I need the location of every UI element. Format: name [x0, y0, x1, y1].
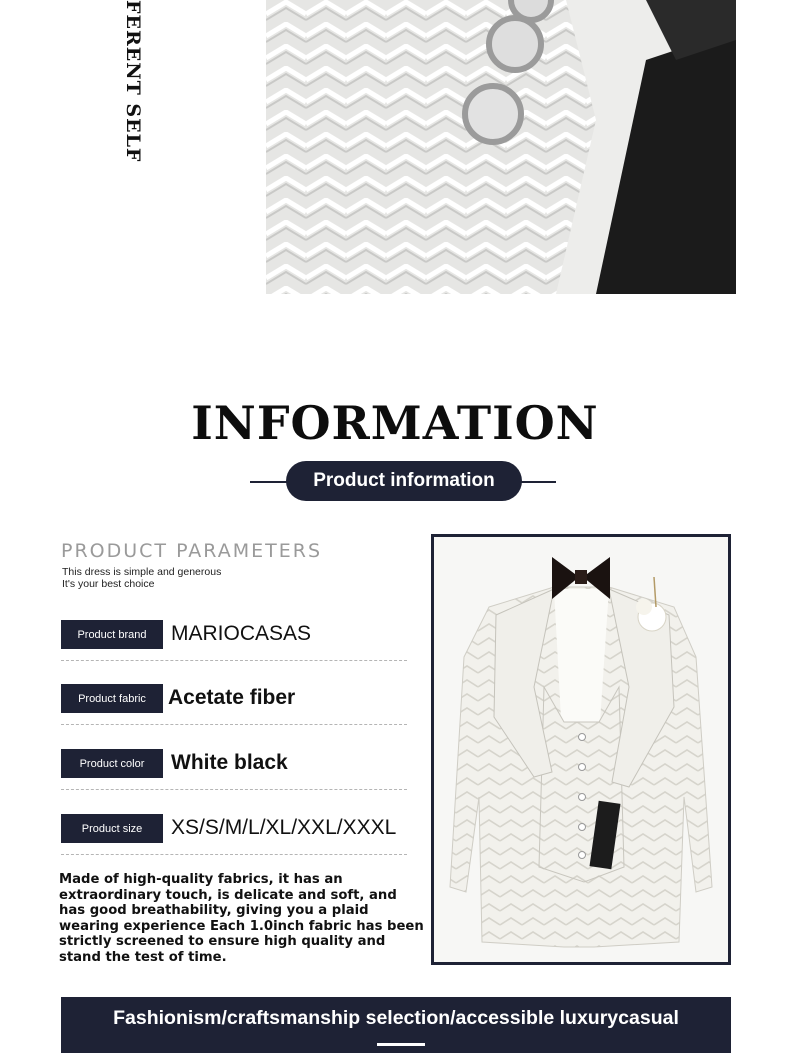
divider [61, 854, 407, 855]
param-row-size [61, 814, 407, 866]
vertical-tagline: FERENT SELF [122, 0, 144, 163]
params-title: PRODUCT PARAMETERS [61, 540, 323, 562]
param-row-fabric [61, 684, 407, 736]
param-value: White black [171, 751, 288, 774]
params-subtitle-line2: It's your best choice [62, 578, 155, 590]
product-description: Made of high-quality fabrics, it has an extraordinary touch, is delicate and soft, and has good breathability, giving you a plaid wearing experience Each 1.0inch fabric has been strictly screened to ensure high quality and stand the test of time. [59, 872, 424, 965]
pill-left-line [250, 481, 288, 483]
pill-right-line [520, 481, 556, 483]
footer-slogan: Fashionism/craftsmanship selection/accessible luxurycasual [113, 1007, 679, 1029]
param-value: MARIOCASAS [171, 622, 312, 645]
product-info-pill: Product information [286, 461, 522, 501]
divider [61, 724, 407, 725]
fabric-closeup-image [266, 0, 736, 294]
divider [61, 789, 407, 790]
footer-banner [61, 997, 731, 1053]
params-subtitle-line1: This dress is simple and generous [62, 566, 222, 578]
param-label: Product color [61, 749, 163, 778]
param-value: XS/S/M/L/XL/XXL/XXXL [171, 816, 397, 839]
param-label: Product size [61, 814, 163, 843]
param-row-color [61, 749, 407, 801]
param-value: Acetate fiber [168, 686, 296, 709]
divider [61, 660, 407, 661]
param-label: Product fabric [61, 684, 163, 713]
param-row-brand [61, 620, 407, 672]
suit-product-image [431, 534, 731, 965]
params-subtitle [62, 566, 221, 590]
footer-underline [377, 1043, 425, 1046]
information-heading: INFORMATION [191, 396, 599, 450]
param-label: Product brand [61, 620, 163, 649]
product-info-header [0, 461, 790, 503]
